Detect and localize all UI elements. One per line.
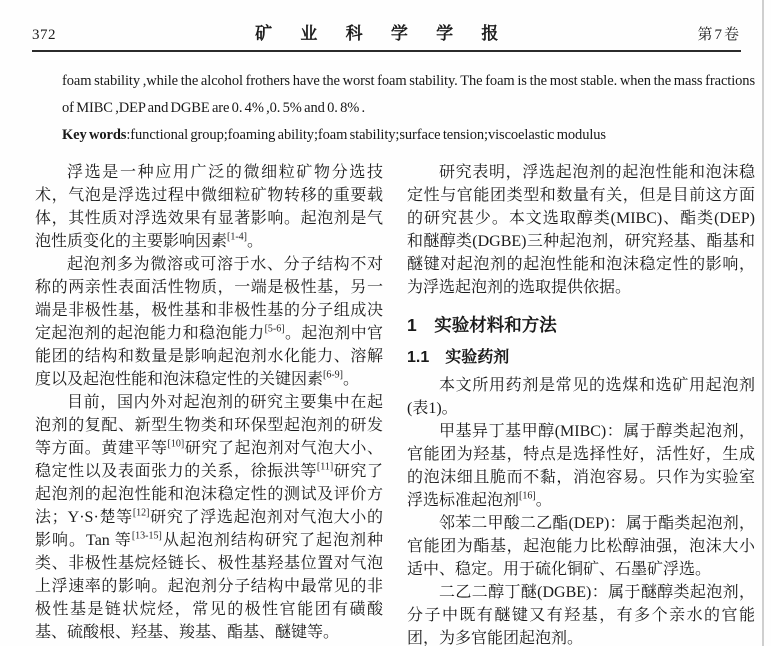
reference-superscript: [16] xyxy=(519,490,536,502)
left-column xyxy=(35,161,383,646)
dgbe-paragraph: 二乙二醇丁醚(DGBE)：属于醚醇类起泡剂，分子中既有醚键又有羟基，有多个亲水的官能团，为多官能团起泡剂。 xyxy=(407,584,755,646)
reference-superscript: [12] xyxy=(132,507,150,519)
keywords-line xyxy=(62,122,755,149)
reference-superscript: [5-6] xyxy=(264,323,285,335)
reference-superscript: [6-9] xyxy=(323,369,344,381)
volume-label: 第7卷 xyxy=(697,27,741,43)
keywords-label: Key words xyxy=(62,127,127,143)
reference-superscript: [1-4] xyxy=(227,231,248,243)
page-header xyxy=(32,0,741,52)
dep-paragraph: 邻苯二甲酸二乙酯(DEP)：属于酯类起泡剂，官能团为酯基，起泡能力比松醇油强，泡沫大小适中、稳定。用于硫化铜矿、石墨矿浮选。 xyxy=(407,515,755,578)
journal-title: 矿 业 科 学 学 报 xyxy=(255,24,511,43)
reference-superscript: [11] xyxy=(316,461,334,473)
mibc-paragraph: 甲基异丁基甲醇(MIBC)：属于醇类起泡剂，官能团为羟基，特点是选择性好，活性好，生成的泡沫细且脆而不黏，消泡容易。只作为实验室浮选标准起泡剂[16]。 xyxy=(407,423,755,509)
intro-paragraph-2: 起泡剂多为微溶或可溶于水、分子结构不对称的两亲性表面活性物质，一端是极性基，另一端是非极性基，极性基和非极性基的分子组成决定起泡剂的起泡能力和稳泡能力[5-6]。起泡剂中官能团的结构和数量是影响起泡剂水化能力、溶解度以及起泡性能和泡沫稳定性的关键因素[6-9]。 xyxy=(35,256,383,388)
reagents-paragraph: 本文所用药剂是常见的选煤和选矿用起泡剂(表1)。 xyxy=(407,377,755,417)
section-1-heading: 1 实验材料和方法 xyxy=(407,315,557,335)
abstract-section xyxy=(62,68,755,149)
body-columns xyxy=(35,161,755,646)
intro-paragraph-1: 浮选是一种应用广泛的微细粒矿物分选技术，气泡是浮选过程中微细粒矿物转移的重要载体，其性质对浮选效果有显著影响。起泡剂是气泡性质变化的主要影响因素[1-4]。 xyxy=(35,164,383,250)
keywords-text: :functional group;foaming ability;foam stability;surface tension;viscoelastic modulus xyxy=(126,127,606,143)
reference-superscript: [13-15] xyxy=(131,530,162,542)
reference-superscript: [10] xyxy=(167,438,185,450)
intro-paragraph-3: 目前，国内外对起泡剂的研究主要集中在起泡剂的复配、新型生物类和环保型起泡剂的研发等方面。黄建平等[10]研究了起泡剂对气泡大小、稳定性以及表面张力的关系，徐振洪等[11]研究了起泡剂的起泡性能和泡沫稳定性的测试及评价方法；Y·S·楚等[12]研究了浮选起泡剂对气泡大小的影响。Tan 等[13-15]从起泡剂结构研究了起泡剂种类、非极性基烷烃链长、极性基羟基位置对气泡上浮速率的影响。起泡剂分子结构中最常见的非极性基是链状烷烃，常见的极性官能团有磺酸基、硫酸根、羟基、羧基、酯基、醚键等。 xyxy=(35,394,383,641)
intro-paragraph-4: 研究表明，浮选起泡剂的起泡性能和泡沫稳定性与官能团类型和数量有关，但是目前这方面的研究甚少。本文选取醇类(MIBC)、酯类(DEP)和醚醇类(DGBE)三种起泡剂，研究羟基、酯基和醚键对起泡剂的起泡性能和泡沫稳定性的影响，为浮选起泡剂的选取提供依据。 xyxy=(407,164,755,296)
section-1-1-heading: 1.1 实验药剂 xyxy=(407,349,510,366)
abstract-continuation-text: foam stability ,while the alcohol frothers have the worst foam stability. The foam is the most stable. when the mass fractions of MIBC ,DEP and DGBE are 0. 4% ,0. 5% and 0. 8% . xyxy=(62,73,755,116)
page-number: 372 xyxy=(32,27,56,43)
scan-edge-artifact xyxy=(762,0,764,646)
right-column xyxy=(407,161,755,646)
